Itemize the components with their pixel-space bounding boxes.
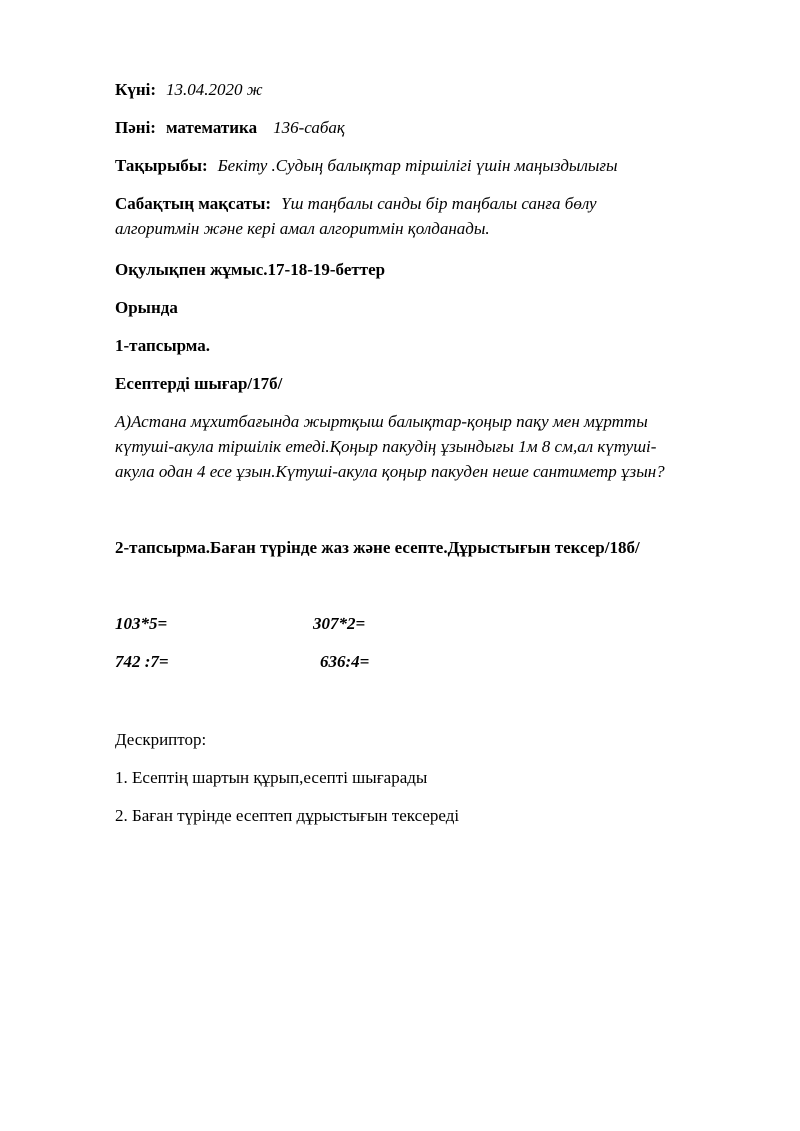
subject-value: математика xyxy=(165,118,258,137)
subject-line xyxy=(115,116,345,139)
topic-label: Тақырыбы: xyxy=(115,156,208,175)
task1-problem-line-2: күтуші-акула тіршілік етеді.Қоңыр пакудің ұзындығы 1м 8 см,ал күтуші- xyxy=(115,437,657,456)
expression-307x2: 307*2= xyxy=(313,614,366,633)
task1-problem-line-1: А)Астана мұхитбағында жыртқыш балықтар-қоңыр пақу мен мұртты xyxy=(115,412,648,431)
task1-problem-line-3: акула одан 4 есе ұзын.Күтуші-акула қоңыр пакуден неше сантиметр ұзын? xyxy=(115,462,665,481)
goal-line-2: алгоритмін және кері амал алгоритмін қолданады. xyxy=(115,219,490,238)
descriptor-title: Дескриптор: xyxy=(115,730,207,749)
date-value: 13.04.2020 ж xyxy=(166,80,263,99)
lesson-number: 136-сабақ xyxy=(273,118,345,137)
perform-line: Орында xyxy=(115,298,178,317)
topic-line xyxy=(115,154,618,177)
date-line xyxy=(115,78,263,101)
expression-103x5: 103*5= xyxy=(115,614,168,633)
subject-label: Пәні: xyxy=(115,118,156,137)
task1-title: 1-тапсырма. xyxy=(115,336,211,355)
expression-742div7: 742 :7= xyxy=(115,652,169,671)
textbook-line: Оқулықпен жұмыс.17-18-19-беттер xyxy=(115,260,386,279)
topic-value: Бекіту .Судың балықтар тіршілігі үшін маңыздылығы xyxy=(217,156,618,175)
goal-text-1: Үш таңбалы санды бір таңбалы санға бөлу xyxy=(281,194,597,213)
goal-label: Сабақтың мақсаты: xyxy=(115,194,272,213)
task1-subtitle: Есептерді шығар/17б/ xyxy=(115,374,283,393)
descriptor-item-2: 2. Баған түрінде есептеп дұрыстығын тексереді xyxy=(115,806,460,825)
task2-title: 2-тапсырма.Баған түрінде жаз және есепте.Дұрыстығын тексер/18б/ xyxy=(115,538,640,557)
expression-636div4: 636:4= xyxy=(320,652,370,671)
goal-line-1 xyxy=(115,192,597,215)
date-label: Күні: xyxy=(115,80,157,99)
descriptor-item-1: 1. Есептің шартын құрып,есепті шығарады xyxy=(115,768,428,787)
